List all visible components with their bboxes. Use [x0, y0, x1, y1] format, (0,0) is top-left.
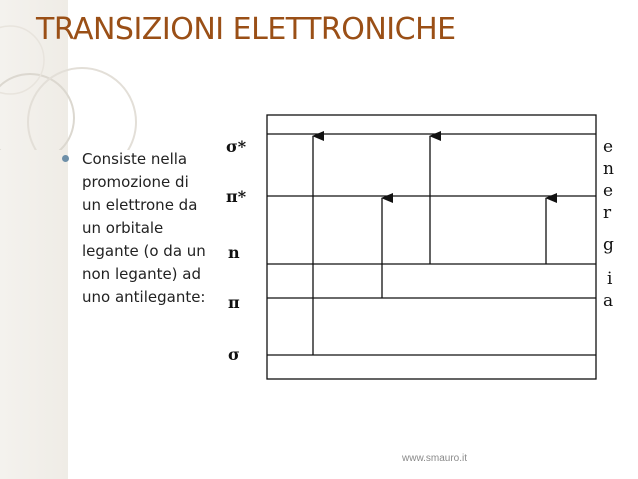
energy-letter-6: i: [607, 269, 613, 289]
energy-letter-1: e: [603, 137, 614, 157]
energy-letter-4: r: [603, 203, 612, 223]
energy-letter-3: e: [603, 181, 614, 201]
level-label-sigma: σ: [228, 345, 240, 364]
footer-url: www.smauro.it: [402, 453, 468, 464]
energy-letter-7: a: [603, 291, 614, 311]
level-label-n: n: [228, 243, 240, 262]
bullet-text: Consiste nella promozione di un elettrone da un orbitale legante (o da un non legante) ad uno antilegante:: [82, 150, 206, 306]
energy-letter-2: n: [603, 159, 614, 179]
energy-letter-5: g: [603, 235, 614, 255]
level-label-pi: π: [228, 293, 240, 312]
level-label-pi-star: π*: [226, 187, 247, 206]
level-label-sigma-star: σ*: [226, 137, 247, 156]
page-title: TRANSIZIONI ELETTRONICHE: [36, 12, 456, 47]
